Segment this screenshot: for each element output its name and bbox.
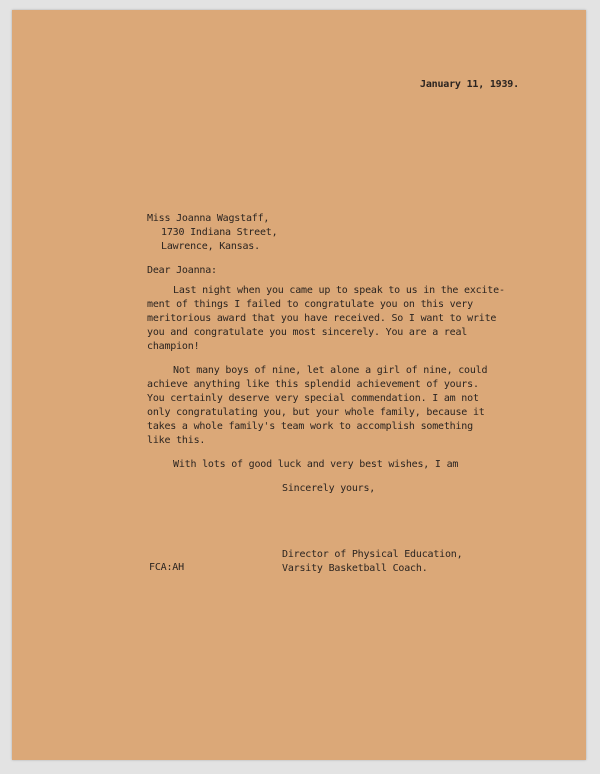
letter-date: January 11, 1939. — [420, 79, 519, 90]
body-line: you and congratulate you most sincerely. You are a real — [147, 327, 468, 338]
recipient-street: 1730 Indiana Street, — [161, 227, 278, 238]
signature-title-line2: Varsity Basketball Coach. — [282, 563, 428, 574]
body-line: You certainly deserve very special commendation. I am not — [147, 393, 479, 404]
body-line: like this. — [147, 435, 206, 446]
signature-title-line1: Director of Physical Education, — [282, 549, 463, 560]
salutation: Dear Joanna: — [147, 265, 217, 276]
body-line: Not many boys of nine, let alone a girl of nine, could — [173, 365, 488, 376]
recipient-city: Lawrence, Kansas. — [161, 241, 260, 252]
recipient-name: Miss Joanna Wagstaff, — [147, 213, 270, 224]
typist-initials: FCA:AH — [149, 562, 184, 573]
body-line: achieve anything like this splendid achievement of yours. — [147, 379, 479, 390]
closing: Sincerely yours, — [282, 483, 376, 494]
body-line: takes a whole family's team work to accomplish something — [147, 421, 473, 432]
body-line: ment of things I failed to congratulate you on this very — [147, 299, 473, 310]
body-line: Last night when you came up to speak to us in the excite- — [173, 285, 505, 296]
body-line: only congratulating you, but your whole family, because it — [147, 407, 485, 418]
body-line: meritorious award that you have received. So I want to write — [147, 313, 497, 324]
body-line: champion! — [147, 341, 200, 352]
body-line: With lots of good luck and very best wishes, I am — [173, 459, 459, 470]
